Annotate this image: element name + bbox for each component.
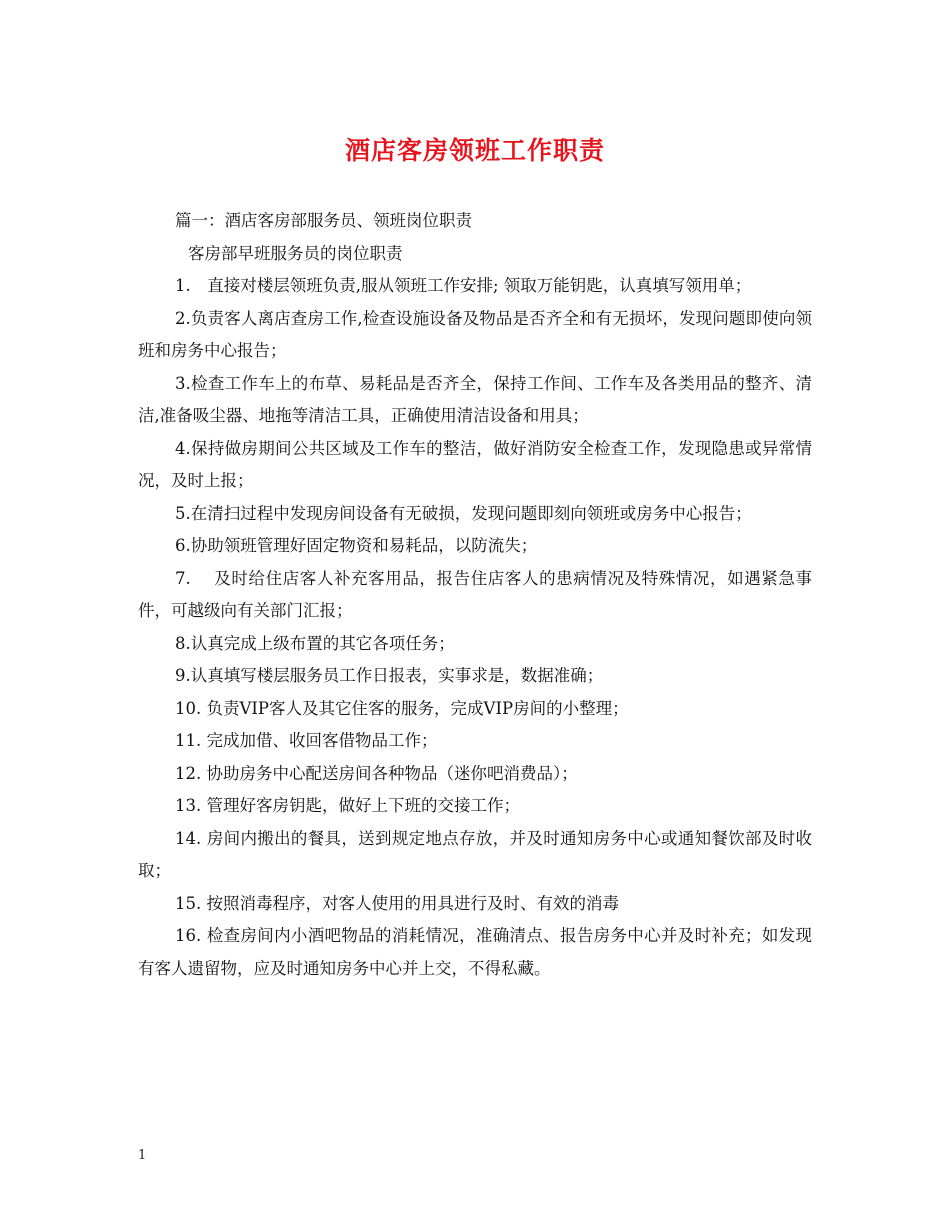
duty-item-text: 检查工作车上的布草、易耗品是否齐全，保持工作间、工作车及各类用品的整齐、清洁,准备吸尘器、地拖等清洁工具，正确使用清洁设备和用具；: [138, 373, 812, 425]
duty-item-number: 7.: [175, 568, 215, 588]
duty-item: [138, 368, 812, 433]
duty-item: [138, 660, 812, 693]
duty-item-number: 4.: [175, 438, 191, 458]
duty-item: [138, 530, 812, 563]
duty-item-text: 在清扫过程中发现房间设备有无破损，发现问题即刻向领班或房务中心报告；: [190, 503, 752, 523]
duty-item: [138, 563, 812, 628]
duty-item-number: 10.: [175, 698, 207, 718]
duty-item: [138, 498, 812, 531]
duty-item-text: 保持做房期间公共区域及工作车的整洁，做好消防安全检查工作，发现隐患或异常情况，及时上报；: [138, 438, 812, 490]
duty-item: [138, 823, 812, 888]
duty-item: [138, 888, 812, 921]
document-title: 酒店客房领班工作职责: [344, 136, 605, 165]
duty-item: [138, 303, 812, 368]
duty-item-text: 及时给住店客人补充客用品，报告住店客人的患病情况及特殊情况，如遇紧急事件，可越级向有关部门汇报；: [138, 568, 812, 620]
duty-item-text: 负责VIP客人及其它住客的服务，完成VIP房间的小整理；: [206, 698, 629, 718]
duty-item-number: 13.: [175, 796, 207, 815]
duty-item-number: 11.: [175, 731, 207, 750]
duty-item-text: 直接对楼层领班负责,服从领班工作安排; 领取万能钥匙，认真填写领用单；: [207, 276, 752, 295]
duty-item-text: 负责客人离店查房工作,检查设施设备及物品是否齐全和有无损坏，发现问题即使向领班和房务中心报告；: [138, 308, 812, 360]
duty-list: [138, 270, 812, 985]
duty-item-number: 9.: [175, 666, 191, 685]
duty-item-text: 完成加借、收回客借物品工作；: [206, 731, 438, 750]
duty-item-text: 检查房间内小酒吧物品的消耗情况，准确清点、报告房务中心并及时补充；如发现有客人遗留物，应及时通知房务中心并上交，不得私藏。: [138, 926, 812, 978]
duty-item-text: 认真完成上级布置的其它各项任务；: [190, 633, 455, 653]
sub-heading: 客房部早班服务员的岗位职责: [188, 243, 403, 263]
duty-item-text: 管理好客房钥匙，做好上下班的交接工作；: [206, 796, 520, 815]
duty-item-number: 15.: [175, 893, 207, 913]
duty-item-number: 5.: [175, 503, 191, 523]
duty-item-number: 2.: [175, 308, 191, 328]
duty-item-text: 协助领班管理好固定物资和易耗品，以防流失；: [190, 536, 538, 555]
duty-item: [138, 920, 812, 985]
duty-item: [138, 758, 812, 791]
duty-item-text: 协助房务中心配送房间各种物品（迷你吧消费品）；: [206, 763, 578, 783]
duty-item-number: 12.: [175, 763, 207, 783]
section-heading: 篇一：酒店客房部服务员、领班岗位职责: [175, 211, 472, 230]
duty-item-number: 8.: [175, 633, 191, 653]
duty-item-number: 16.: [175, 926, 207, 945]
duty-item: [138, 628, 812, 661]
duty-item: [138, 693, 812, 726]
duty-item-text: 按照消毒程序，对客人使用的用具进行及时、有效的消毒: [206, 893, 619, 913]
duty-item: [138, 790, 812, 823]
duty-item-number: 1.: [175, 276, 208, 295]
document-body: [138, 205, 812, 985]
duty-item: [138, 725, 812, 758]
duty-item-number: 6.: [175, 536, 191, 555]
duty-item-text: 房间内搬出的餐具，送到规定地点存放，并及时通知房务中心或通知餐饮部及时收取；: [138, 828, 812, 880]
duty-item: [138, 433, 812, 498]
duty-item-number: 14.: [175, 828, 207, 848]
page-number: 1: [138, 1148, 147, 1163]
duty-item-text: 认真填写楼层服务员工作日报表，实事求是，数据准确；: [190, 666, 604, 685]
duty-item: [138, 270, 812, 303]
duty-item-number: 3.: [175, 373, 191, 393]
